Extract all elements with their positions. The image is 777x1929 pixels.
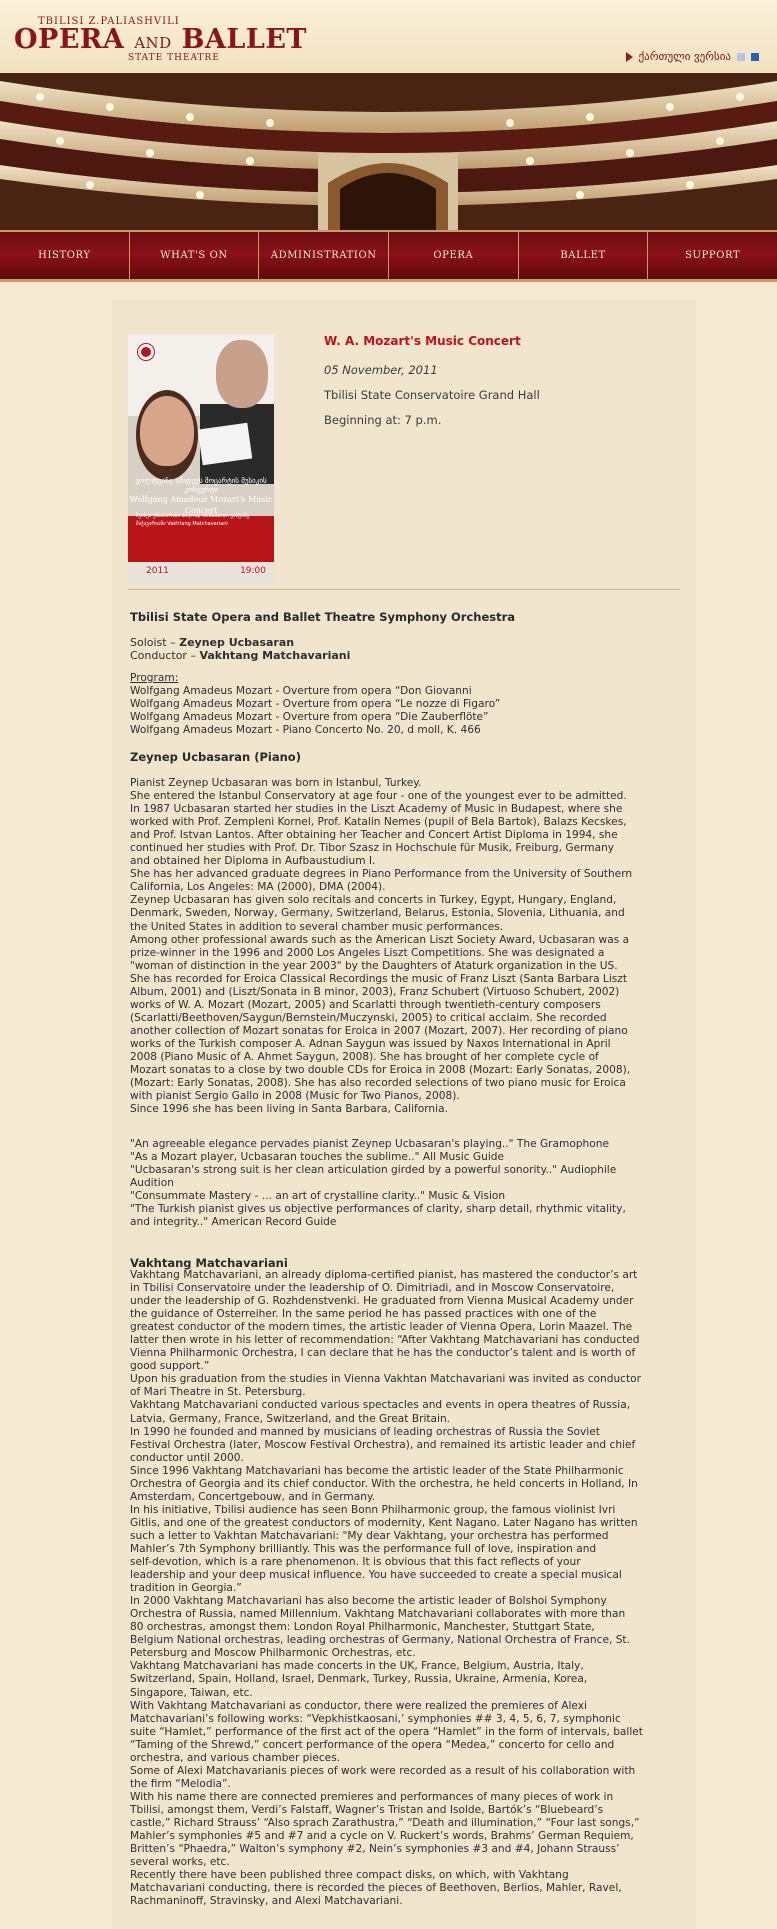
nav-history[interactable]: HISTORY [0, 232, 130, 279]
text-line: Petersburg and Moscow Philharmonic Orchestras, etc. [130, 1647, 416, 1660]
text-line: She entered the Istanbul Conservatory at age four - one of the youngest ever to be admitted. [130, 790, 627, 803]
text-line: “Taming of the Shrewd,” concert performance of the opera “Medea,” concerto for cello and [130, 1738, 615, 1751]
text-line: 2008 (Piano Music of A. Ahmet Saygun, 2008). She has brought of her complete cycle of [130, 1050, 599, 1063]
text-line: leadership and your deep musical influence. You have succeeded to create a special musical [130, 1569, 622, 1582]
text-line: Mozart sonatas to a close by two double CDs for Eroica in 2008 (Mozart: Early Sonatas, 2008), [130, 1064, 631, 1077]
nav-ballet[interactable]: BALLET [519, 232, 649, 279]
logo-ballet: BALLET [181, 24, 308, 55]
program-item: Wolfgang Amadeus Mozart - Overture from opera “Le nozze di Figaro” [130, 698, 501, 711]
press-quotes [130, 1138, 686, 1229]
square-icon[interactable] [751, 53, 759, 61]
text-line: continued her studies with Prof. Dr. Tibor Szasz in Hochschule für Musik, Freiburg, Germany [130, 842, 615, 855]
text-line: tradition in Georgia.” [130, 1582, 242, 1595]
text-line: Denmark, Sweden, Norway, Germany, Switzerland, Belarus, Estonia, Slovenia, Lithuania, and [130, 907, 625, 920]
performers [130, 636, 686, 662]
nav-whats-on[interactable]: WHAT'S ON [130, 232, 260, 279]
orchestra-heading: Tbilisi State Opera and Ballet Theatre Symphony Orchestra [130, 610, 516, 624]
main-nav [0, 230, 777, 282]
text-line: Singapore, Taiwan, etc. [130, 1686, 253, 1699]
text-line: greatest conductor of the modern times, the artistic leader of Vienna Opera, Lorin Maazel. The [130, 1321, 633, 1334]
event-venue: Tbilisi State Conservatoire Grand Hall [324, 388, 540, 402]
text-line: Vienna Philharmonic Orchestra, I can declare that he has the conductor’s talent and is worth of [130, 1347, 636, 1360]
event-time: Beginning at: 7 p.m. [324, 413, 442, 427]
text-line: Some of Alexi Matchavarianis pieces of work were recorded as a result of his collaboration with [130, 1764, 636, 1777]
text-line: Orchestra of Russia, named Millennium. Vakhtang Matchavariani collaborates with more than [130, 1608, 626, 1621]
text-line: with pianist Sergio Gallo in 2008 (Music for Two Pianos, 2008). [130, 1090, 460, 1103]
text-line: the guidance of Osterreiher. In the same period he has passed practices with one of the [130, 1308, 597, 1321]
text-line: Vakhtang Matchavariani, an already diploma-certified pianist, has mastered the conductor’s art [130, 1269, 638, 1281]
nav-opera[interactable]: OPERA [389, 232, 519, 279]
soloist-name: Zeynep Ucbasaran [179, 636, 295, 649]
event-title: W. A. Mozart's Music Concert [324, 334, 521, 348]
text-line: Tbilisi, amongst them, Verdi’s Falstaff, Wagner’s Tristan and Isolde, Bartók’s “Bluebeard’s [130, 1803, 604, 1816]
text-line: Pianist Zeynep Ucbasaran was born in Istanbul, Turkey. [130, 777, 422, 789]
text-line: Festival Orchestra (later, Moscow Festival Orchestra), and remained its artistic leader and chief [130, 1438, 636, 1451]
text-line: castle,” Richard Strauss’ “Also sprach Zarathustra,” “Death and illumination,” “Four last songs,” [130, 1816, 640, 1829]
text-line: 80 orchestras, amongst them: London Royal Philharmonic, Manchester, Stuttgart State, [130, 1621, 595, 1634]
text-line: the firm “Melodia”. [130, 1777, 231, 1790]
text-line: Zeynep Ucbasaran has given solo recitals and concerts in Turkey, Egypt, Hungary, England, [130, 894, 617, 907]
text-line: conductor until 2000. [130, 1451, 244, 1464]
conductor-line [130, 649, 686, 662]
theatre-logo-icon [138, 344, 154, 360]
text-line: works of W. A. Mozart (Mozart, 2005) and Scarlatti through twentieth-century composers [130, 998, 601, 1011]
text-line: Vakhtang Matchavariani has made concerts in the UK, France, Belgium, Austria, Italy, [130, 1660, 584, 1673]
text-line: suite “Hamlet,” performance of the first act of the opera “Hamlet” in the form of intervals, ballet [130, 1725, 643, 1738]
text-line: Gitlis, and one of the greatest conductors of modernity, Kent Nagano. Later Nagano has written [130, 1516, 638, 1529]
poster-title: Wolfgang Amadeus Mozart's Music Concert [129, 495, 273, 515]
text-line: and integrity.." American Record Guide [130, 1216, 337, 1229]
text-line: Recently there have been published three compact disks, on which, with Vakhtang [130, 1869, 569, 1882]
program-label: Program: [130, 672, 179, 684]
text-line: With his name there are connected premieres and performances of many pieces of work in [130, 1790, 614, 1803]
text-line: another collection of Mozart sonatas for Eroica in 2007 (Mozart, 2007). Her recording of piano [130, 1024, 628, 1037]
text-line: Mahler’s symphonies #5 and #7 and a cycle on V. Ruckert’s words, Brahms’ German Requiem, [130, 1830, 634, 1843]
text-line: Since 1996 she has been living in Santa Barbara, California. [130, 1103, 448, 1116]
text-line: and Prof. Istvan Lantos. After obtaining her Teacher and Concert Artist Diploma in 1994, she [130, 829, 618, 842]
text-line: Latvia, Germany, France, Switzerland, and the Great Britain. [130, 1412, 451, 1425]
text-line: Mahler’s 7th Symphony brilliantly. This was the performance full of love, inspiration and [130, 1542, 597, 1555]
text-line: Britten’s “Phaedra,” Walton’s symphony #2, Nein’s symphonies #3 and #4, Johann Strauss’ [130, 1843, 620, 1856]
main-content [112, 300, 696, 1929]
divider [128, 589, 680, 590]
text-line: Album, 2001) and (Liszt/Sonata in B minor, 2003), Franz Schubert (Virtuoso Schubert, 2002) [130, 985, 620, 998]
zeynep-heading: Zeynep Ucbasaran (Piano) [130, 750, 301, 764]
text-line: "Consummate Mastery - ... an art of crystalline clarity.." Music & Vision [130, 1190, 506, 1203]
text-line: "As a Mozart player, Ucbasaran touches the sublime.." All Music Guide [130, 1151, 505, 1164]
text-line: In 2000 Vakhtang Matchavariani has also become the artistic leader of Bolshoi Symphony [130, 1595, 607, 1608]
language-switch [626, 50, 759, 63]
event-poster [128, 334, 274, 584]
text-line: Matchavariani conducting, there is recorded the pieces of Beethoven, Berlios, Mahler, Ravel, [130, 1882, 622, 1895]
text-line: In 1987 Ucbasaran started her studies in the Liszt Academy of Music in Budapest, where she [130, 803, 623, 816]
text-line: and obtained her Diploma in Aufbaustudium I. [130, 855, 376, 868]
theatre-banner [0, 73, 777, 230]
text-line: worked with Prof. Zempleni Kornel, Prof. Katalin Nemes (pupil of Bela Bartok), Balazs Kecskes, [130, 816, 627, 829]
text-line: Switzerland, Spain, Holland, Israel, Denmark, Turkey, Russia, Ukraine, Armenia, Korea, [130, 1673, 588, 1686]
text-line: Audition [130, 1177, 174, 1190]
text-line: In his initiative, Tbilisi audience has seen Bonn Philharmonic group, the famous violinist Ivri [130, 1503, 616, 1516]
text-line: (Scarlatti/Beethoven/Saygun/Bernstein/Muczynski, 2005) to critical acclaim. She recorded [130, 1011, 607, 1024]
text-line: She has recorded for Eroica Classical Recordings the music of Franz Liszt (Santa Barbara Liszt [130, 972, 628, 985]
text-line: Upon his graduation from the studies in Vienna Vakhtan Matchavariani was invited as conductor [130, 1373, 641, 1386]
logo-and: AND [134, 34, 172, 52]
text-line: Since 1996 Vakhtang Matchavariani has become the artistic leader of the State Philharmonic [130, 1464, 624, 1477]
nav-administration[interactable]: ADMINISTRATION [259, 232, 389, 279]
logo-opera: OPERA [14, 24, 125, 55]
text-line: under the leadership of G. Rozhdenstvenki. He graduated from Vienna Musical Academy under [130, 1295, 634, 1308]
text-line: Orchestra of Georgia and its chief conductor. With the orchestra, he held concerts in Holland, In [130, 1477, 638, 1490]
logo-line2 [14, 24, 307, 55]
event-date: 05 November, 2011 [324, 363, 438, 377]
text-line: Rachmaninoff, Stravinsky, and Alexi Matchavariani. [130, 1895, 403, 1908]
text-line: orchestra, and various chamber pieces. [130, 1751, 341, 1764]
program-item: Wolfgang Amadeus Mozart - Piano Concerto No. 20, d moll, K. 466 [130, 724, 481, 737]
text-line: "Ucbasaran's strong suit is her clean articulation girded by a powerful sonority.." Audiophile [130, 1164, 617, 1177]
text-line: Belgium National orchestras, leading orchestras of Germany, National Orchestra of France, St. [130, 1634, 630, 1647]
text-line: prize-winner in the 1996 and 2000 Los Angeles Liszt Competitions. She was designated a [130, 946, 605, 959]
poster-year: 2011 [146, 566, 169, 576]
text-line: In 1990 he founded and manned by musicians of leading orchestras of Russia the Soviet [130, 1425, 600, 1438]
text-line: California, Los Angeles: MA (2000), DMA (2004). [130, 881, 386, 894]
text-line: Matchavariani’s following works: “Vepkhistkaosani,’ symphonies ## 3, 4, 5, 6, 7, symphonic [130, 1712, 621, 1725]
text-line: "woman of distinction in the year 2003" by the Daughters of Ataturk organization in the US. [130, 959, 618, 972]
text-line: latter then wrote in his letter of recommendation: “After Vakhtang Matchavariani has conducted [130, 1334, 640, 1347]
text-line: Among other professional awards such as the American Liszt Society Award, Ucbasaran was a [130, 933, 630, 946]
text-line: works of the Turkish composer A. Adnan Saygun was issued by Naxos International in April [130, 1037, 611, 1050]
poster-time: 19:00 [240, 566, 266, 576]
soloist-line [130, 636, 686, 649]
conductor-name: Vakhtang Matchavariani [199, 649, 351, 662]
soloist-label: Soloist – [130, 636, 180, 649]
logo-line1: TBILISI Z.PALIASHVILI [38, 16, 180, 27]
pianist-portrait [140, 396, 194, 466]
text-line: good support.” [130, 1360, 210, 1373]
text-line: Vakhtang Matchavariani conducted various spectacles and events in opera theatres of Russia, [130, 1399, 631, 1412]
text-line: "The Turkish pianist gives us objective performances of clarity, sharp detail, rhythmic vitality, [130, 1203, 626, 1216]
text-line: (Mozart: Early Sonatas, 2008). She has also recorded selections of two piano music for Eroica [130, 1077, 626, 1090]
theatre-interior-image [0, 73, 777, 230]
program-item: Wolfgang Amadeus Mozart - Overture from opera “Die Zauberflöte” [130, 711, 489, 724]
text-line: Amsterdam, Concertgebouw, and in Germany. [130, 1490, 376, 1503]
vakhtang-heading: Vakhtang Matchavariani [130, 1256, 288, 1270]
nav-support[interactable]: SUPPORT [685, 250, 741, 261]
vakhtang-bio [130, 1269, 686, 1908]
text-line: She has her advanced graduate degrees in Piano Performance from the University of Southern [130, 868, 633, 881]
zeynep-bio [130, 777, 686, 1116]
score-sheet [198, 423, 253, 466]
language-link[interactable]: ქართული ვერსია [638, 50, 731, 63]
text-line: in Tbilisi Conservatoire under the leadership of O. Dimitriadi, and in Moscow Conservatoire, [130, 1282, 615, 1295]
logo-line3: STATE THEATRE [128, 53, 220, 63]
conductor-portrait [216, 340, 268, 408]
text-line: the United States in addition to several chamber music performances. [130, 920, 504, 933]
program-item: Wolfgang Amadeus Mozart - Overture from opera “Don Giovanni [130, 685, 472, 698]
text-line: of Mari Theatre in St. Petersburg. [130, 1386, 306, 1399]
conductor-label: Conductor – [130, 649, 200, 662]
poster-georgian-title: ვოლფგანგ ამადეუს მოცარტის მუსიკის კონცერტი [135, 477, 267, 494]
text-line: With Vakhtang Matchavariani as conductor, there were realized the premieres of Alexi [130, 1699, 587, 1712]
square-icon [737, 53, 745, 61]
poster-info: ზეინეპ უჩბასარანი Zeynep Ucbasaran ვახტანგ მაჭავარიანი Vakhtang Matchavariani [136, 513, 250, 527]
text-line: such a letter to Vakhtan Matchavariani: "My dear Vakhtang, your orchestra has performed [130, 1529, 609, 1542]
text-line: several works, etc. [130, 1856, 230, 1869]
arrow-right-icon [626, 52, 633, 62]
text-line: "An agreeable elegance pervades pianist Zeynep Ucbasaran's playing.." The Gramophone [130, 1138, 609, 1150]
site-header [0, 0, 777, 73]
text-line: self-devotion, which is a rare phenomenon. It is obvious that this fact reflects of your [130, 1556, 581, 1569]
program [130, 672, 686, 737]
